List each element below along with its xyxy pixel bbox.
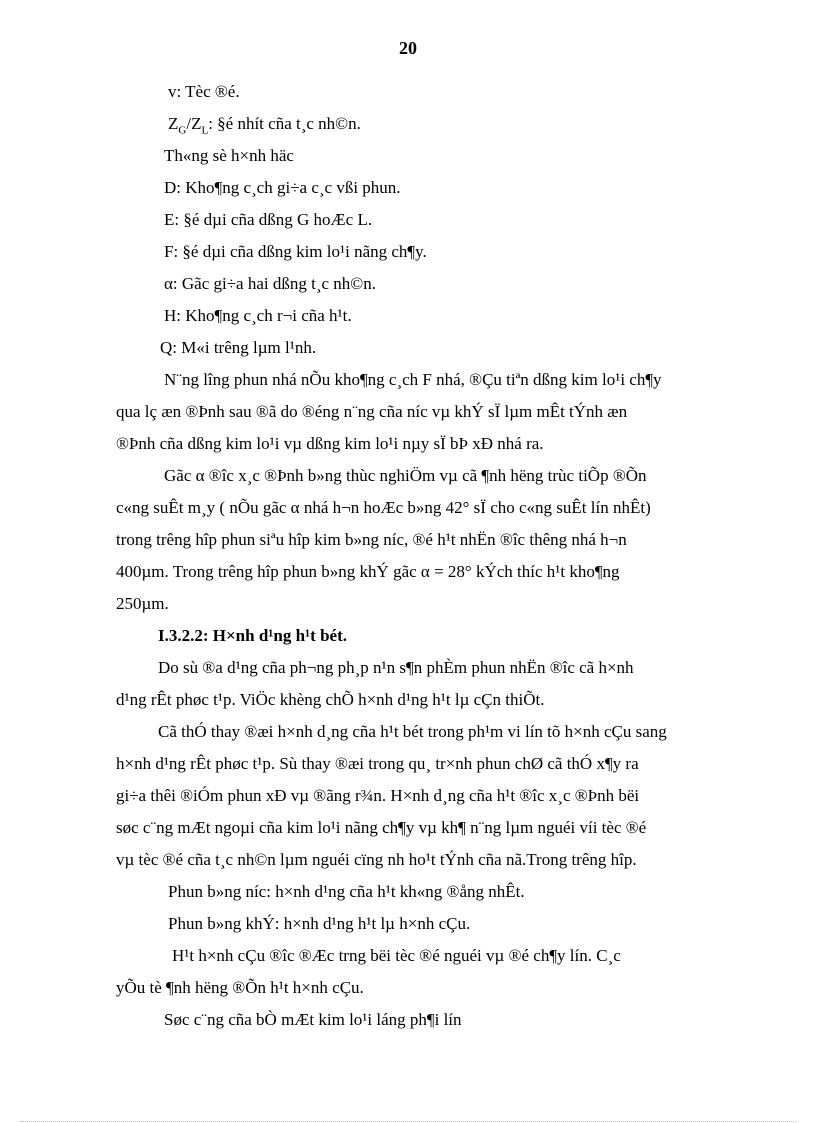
text-line: Q: M«i trêng lµm l¹nh. [160, 338, 317, 357]
text-line: Gãc α ®îc x¸c ®Þnh b»ng thùc nghiÖm vµ cã ¶nh hëng trùc tiÕp ®Õn [164, 466, 647, 485]
text-line-part: /Z [186, 114, 202, 133]
text-line: Phun b»ng níc: h×nh d¹ng cña h¹t kh«ng ®ång nhÊt. [168, 882, 525, 901]
text-line: E: §é dµi cña dßng G hoÆc L. [164, 210, 373, 229]
text-line: 250µm. [116, 594, 169, 613]
text-line: Cã thÓ thay ®æi h×nh d¸ng cña h¹t bét trong ph¹m vi lín tõ h×nh cÇu sang [158, 722, 667, 741]
text-line: Th«ng sè h×nh häc [164, 146, 294, 165]
text-line: qua lç æn ®Þnh sau ®ã do ®éng n¨ng cña níc vµ khÝ sÏ lµm mÊt tÝnh æn [116, 402, 628, 421]
text-line: 400µm. Trong trêng hîp phun b»ng khÝ gãc α = 28° kÝch thíc h¹t kho¶ng [116, 562, 620, 581]
text-line: H¹t h×nh cÇu ®îc ®Æc trng bëi tèc ®é nguéi vµ ®é ch¶y lín. C¸c [172, 946, 621, 965]
text-line: D: Kho¶ng c¸ch gi÷a c¸c vßi phun. [164, 178, 401, 197]
text-line: H: Kho¶ng c¸ch r¬i cña h¹t. [164, 306, 352, 325]
text-line: h×nh d¹ng rÊt phøc t¹p. Sù thay ®æi trong qu¸ tr×nh phun chØ cã thÓ x¶y ra [116, 754, 639, 773]
text-line-part: : §é nhít cña t¸c nh©n. [208, 114, 361, 133]
text-line-part: Z [168, 114, 179, 133]
page-bottom-divider [20, 1121, 796, 1122]
text-line: Søc c¨ng cña bÒ mÆt kim lo¹i láng ph¶i lín [164, 1010, 462, 1029]
section-heading: I.3.2.2: H×nh d¹ng h¹t bét. [158, 626, 347, 645]
text-line: trong trêng hîp phun siªu hîp kim b»ng níc, ®é h¹t nhËn ®îc thêng nhá h¬n [116, 530, 627, 549]
text-line: vµ tèc ®é cña t¸c nh©n lµm nguéi cïng nh ho¹t tÝnh cña nã.Trong trêng hîp. [116, 850, 637, 869]
text-line: d¹ng rÊt phøc t¹p. ViÖc khèng chÕ h×nh d¹ng h¹t lµ cÇn thiÕt. [116, 690, 545, 709]
text-line: F: §é dµi cña dßng kim lo¹i nãng ch¶y. [164, 242, 427, 261]
text-line: søc c¨ng mÆt ngoµi cña kim lo¹i nãng ch¶y vµ kh¶ n¨ng lµm nguéi víi tèc ®é [116, 818, 647, 837]
text-line: Phun b»ng khÝ: h×nh d¹ng h¹t lµ h×nh cÇu. [168, 914, 471, 933]
text-line: N¨ng lîng phun nhá nÕu kho¶ng c¸ch F nhá, ®Çu tiªn dßng kim lo¹i ch¶y [164, 370, 662, 389]
text-line: Do sù ®a d¹ng cña ph¬ng ph¸p n¹n s¶n phÈm phun nhËn ®îc cã h×nh [158, 658, 634, 677]
text-line-subscript: G [178, 124, 187, 137]
text-line [168, 114, 361, 140]
page-number: 20 [399, 38, 417, 58]
text-line: yÕu tè ¶nh hëng ®Õn h¹t h×nh cÇu. [116, 978, 364, 997]
text-line: α: Gãc gi÷a hai dßng t¸c nh©n. [164, 274, 376, 293]
text-line: ®Þnh cña dßng kim lo¹i vµ dßng kim lo¹i nµy sÏ bÞ xÐ nhá ra. [116, 434, 544, 453]
text-line: c«ng suÊt m¸y ( nÕu gãc α nhá h¬n hoÆc b»ng 42° sÏ cho c«ng suÊt lín nhÊt) [116, 498, 651, 517]
text-line: v: Tèc ®é. [168, 82, 240, 101]
text-line-subscript: L [201, 124, 209, 137]
text-line: gi÷a thêi ®iÓm phun xÐ vµ ®ãng r¾n. H×nh d¸ng cña h¹t ®îc x¸c ®Þnh bëi [116, 786, 640, 805]
